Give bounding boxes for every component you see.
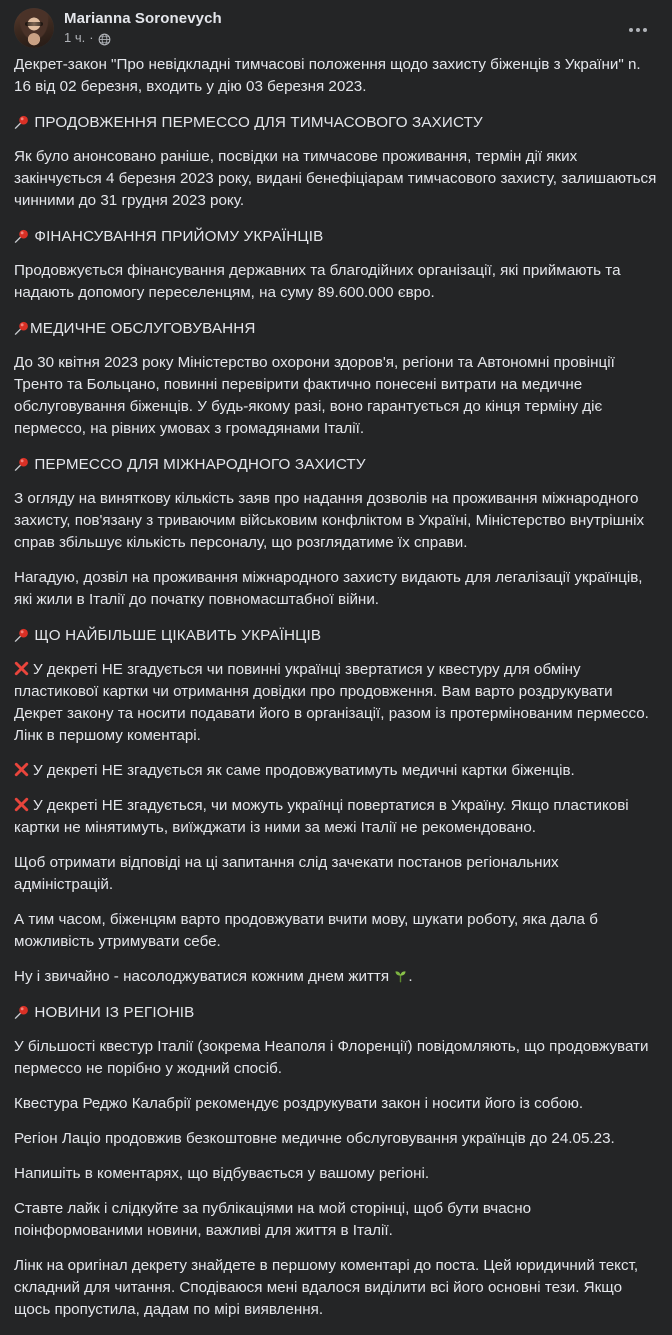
paragraph-meanwhile: А тим часом, біженцям варто продовжувати вчити мову, шукати роботу, яка дала б можливість утримувати себе. <box>14 911 603 950</box>
paragraph-intro: Декрет-закон "Про невідкладні тимчасові положення щодо захисту біженців з України" n. 16 від 02 березня, входить у дію 03 березня 2023. <box>14 56 645 95</box>
paragraph-permesso-extension-body: Як було анонсовано раніше, посвідки на тимчасове проживання, термін дії яких закінчується 4 березня 2023 року, видані бенефіціарам тимчасового захисту, залишаються чинними до 31 грудня 2023 року. <box>14 148 661 209</box>
author-name[interactable]: Marianna Soronevych <box>64 10 222 27</box>
paragraph-text: Ну і звичайно - насолоджуватися кожним днем життя <box>14 968 394 985</box>
ellipsis-dot-2 <box>636 28 640 32</box>
heading-label: ФІНАНСУВАННЯ ПРИЙОМУ УКРАЇНЦІВ <box>30 228 324 245</box>
seedling-icon <box>393 968 408 983</box>
paragraph-regions-body-2: Квестура Реджо Калабрії рекомендує роздрукувати закон і носити його із собою. <box>14 1095 584 1112</box>
heading-label: МЕДИЧНЕ ОБСЛУГОВУВАННЯ <box>30 320 256 337</box>
post-block-cross-item-1 <box>14 659 658 747</box>
paragraph-regions-body-4: Напишіть в коментарях, що відбувається у вашому регіоні. <box>14 1165 430 1182</box>
post-block-heading-financing <box>14 225 658 248</box>
cross-mark-icon <box>14 797 29 812</box>
post-block-enjoy-life <box>14 966 658 988</box>
ellipsis-dot-1 <box>629 28 633 32</box>
post-block-cross-item-3 <box>14 795 658 839</box>
meta-separator: · <box>89 30 94 45</box>
heading-label: НОВИНИ ІЗ РЕГІОНІВ <box>30 1004 195 1021</box>
heading-label: ЩО НАЙБІЛЬШЕ ЦІКАВИТЬ УКРАЇНЦІВ <box>30 627 322 644</box>
globe-icon[interactable] <box>98 33 111 46</box>
post-content <box>0 52 672 1335</box>
paragraph-text-tail: . <box>408 968 413 985</box>
paragraph-international-protection-body-1: З огляду на виняткову кількість заяв про надання дозволів на проживання міжнародного захисту, пов'язану з триваючим військовим конфліктом в Україні, Міністерство внутрішніх справ збільшує кількість персоналу, що розглядатиме їх справи. <box>14 490 649 551</box>
paragraph-await-regional: Щоб отримати відповіді на ці запитання слід зачекати постанов регіональних адміністрацій. <box>14 854 563 893</box>
pin-icon <box>14 627 29 643</box>
post-block-heading-regions-news <box>14 1001 658 1024</box>
pin-icon <box>14 1004 29 1020</box>
post-block-cross-item-2 <box>14 760 658 782</box>
pin-icon <box>14 320 29 336</box>
post-meta <box>64 30 222 46</box>
post-author-block <box>64 8 222 46</box>
pin-icon <box>14 114 29 130</box>
paragraph-follow-cta: Ставте лайк і слідкуйте за публікаціями на мой сторінці, щоб бути вчасно поінформованими новини, важливі для життя в Італії. <box>14 1200 536 1239</box>
cross-mark-icon <box>14 661 29 676</box>
cross-item-text: У декреті НЕ згадується як саме продовжуватимуть медичні картки біженців. <box>33 762 575 779</box>
paragraph-international-protection-body-2: Нагадую, дозвіл на проживання міжнародного захисту видають для легалізації українців, які жили в Італії до початку повномасштабної війни. <box>14 569 647 608</box>
post-block-heading-medical <box>14 317 658 340</box>
avatar-image <box>14 8 54 48</box>
pin-icon <box>14 228 29 244</box>
post-options-button[interactable] <box>622 14 654 46</box>
paragraph-regions-body-1: У більшості квестур Італії (зокрема Неаполя і Флоренції) повідомляють, що продовжувати пермессо не порібно у жодний спосіб. <box>14 1038 653 1077</box>
paragraph-regions-body-3: Регіон Лаціо продовжив безкоштовне медичне обслуговування українців до 24.05.23. <box>14 1130 615 1147</box>
cross-item-text: У декреті НЕ згадується, чи можуть українці повертатися в Україну. Якщо пластикові картки не мінятимуть, виїжджати із ними за межі Італії не рекомендовано. <box>14 797 633 836</box>
post-block-heading-permesso-extension <box>14 111 658 134</box>
post-header <box>0 0 672 52</box>
cross-mark-icon <box>14 762 29 777</box>
avatar[interactable] <box>14 8 54 48</box>
paragraph-financing-body: Продовжується фінансування державних та благодійних організації, які приймають та надають допомогу переселенцям, на суму 89.600.000 євро. <box>14 262 625 301</box>
paragraph-medical-body: До 30 квітня 2023 року Міністерство охорони здоров'я, регіони та Автономні провінції Тренто та Больцано, повинні перевірити фактично понесені витрати на медичне обслуговування біженців. У будь-якому разі, воно гарантується до кінця терміну діє пермессо, на рівних умовах з громадянами Італії. <box>14 354 620 437</box>
post-block-heading-international-protection <box>14 453 658 476</box>
cross-item-text: У декреті НЕ згадується чи повинні українці звертатися у квестуру для обміну пластикової картки чи отримання довідки про продовження. Вам варто роздрукувати Декрет закону та носити подавати його в організації, разом із протермінованим пермессо. Лінк в першому коментарі. <box>14 661 654 744</box>
heading-label: ПРОДОВЖЕННЯ ПЕРМЕССО ДЛЯ ТИМЧАСОВОГО ЗАХИСТУ <box>30 114 483 131</box>
paragraph-closing: Лінк на оригінал декрету знайдете в першому коментарі до поста. Цей юридичний текст, складний для читання. Сподіваюся мені вдалося виділити всі його основні тези. Якщо щось пропустила, дадам по мірі виявлення. <box>14 1257 643 1318</box>
ellipsis-dot-3 <box>643 28 647 32</box>
post-block-heading-interests <box>14 624 658 647</box>
post-timestamp[interactable]: 1 ч. <box>64 30 86 45</box>
pin-icon <box>14 456 29 472</box>
heading-label: ПЕРМЕССО ДЛЯ МІЖНАРОДНОГО ЗАХИСТУ <box>30 456 366 473</box>
